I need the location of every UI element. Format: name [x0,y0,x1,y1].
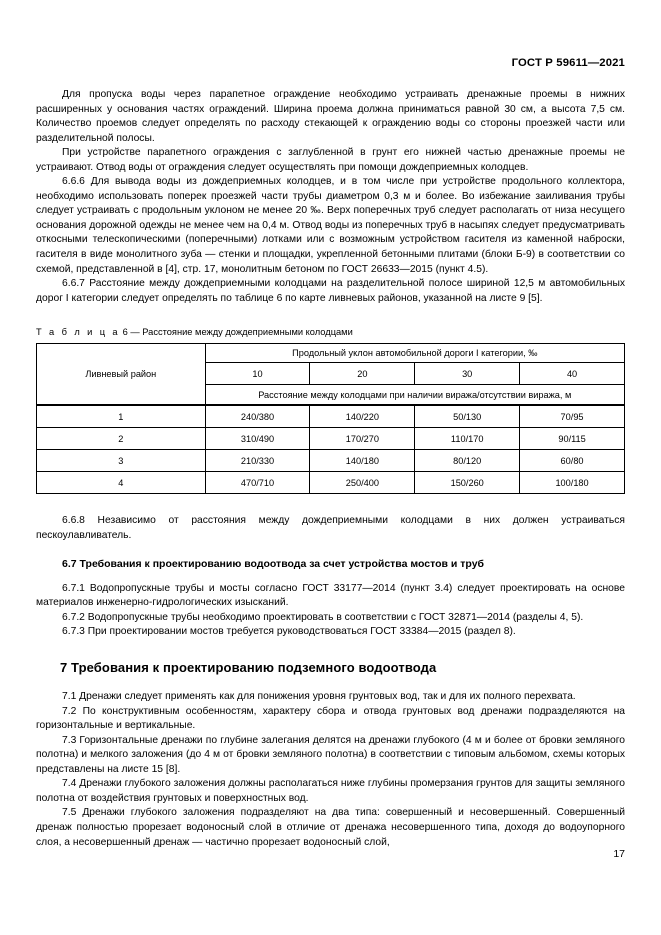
table-header-gradient-20: 20 [310,363,415,385]
table-header-gradient-group: Продольный уклон автомобильной дороги I категории, ‰ [205,344,624,363]
clause-6-7-1: 6.7.1 Водопропускные трубы и мосты согласно ГОСТ 33177—2014 (пункт 3.4) следует проектировать на основе материалов инженерно-гидрологических изысканий. [36,582,625,609]
table-distance-between-inlets [36,343,625,494]
clause-6-7-2: 6.7.2 Водопропускные трубы необходимо проектировать в соответствии с ГОСТ 32871—2014 (разделы 4, 5). [62,611,584,623]
table-row [37,428,625,450]
table-caption-dash: — [130,327,140,338]
document-standard-title: ГОСТ Р 59611—2021 [511,57,625,69]
page-number: 17 [613,848,625,860]
table-caption-text: Расстояние между дождеприемными колодцами [142,327,353,338]
table-header-distance-span: Расстояние между колодцами при наличии виража/отсутствии виража, м [205,385,624,406]
table-header-region: Ливневый район [37,344,206,406]
table-cell-region: 1 [37,405,206,428]
table-cell-value: 140/180 [310,450,415,472]
table-caption-label: Т а б л и ц а [36,327,120,338]
table-cell-value: 60/80 [520,450,625,472]
table-cell-value: 250/400 [310,472,415,494]
table-header-gradient-30: 30 [415,363,520,385]
table-cell-value: 80/120 [415,450,520,472]
clause-7-3: 7.3 Горизонтальные дренажи по глубине залегания делятся на дренажи глубокого (4 м и более от бровки земляного полотна) и мелкого заложения (до 4 м от бровки земляного полотна) в соответствии с типовым альбомом, схемы которых представлены на листе 15 [8]. [36,734,625,775]
table-row [37,405,625,428]
spacer-before-table [36,306,625,326]
table-caption-number: 6 [122,327,128,338]
table-cell-value: 70/95 [520,405,625,428]
table-cell-value: 90/115 [520,428,625,450]
table-cell-value: 50/130 [415,405,520,428]
table-cell-value: 210/330 [205,450,310,472]
clause-6-6-6: 6.6.6 Для вывода воды из дождеприемных колодцев, и в том числе при устройстве продольного коллектора, необходимо использовать поперек проезжей части трубы диаметром 0,3 м и более. Во избежание заиливания трубы следует устраивать с продольным уклоном не менее 20 ‰. Верх поперечных труб следует располагать от низа несущего основания дорожной одежды не менее чем на 0,4 м. Отвод воды из поперечных труб в насыпях следует предусматривать откосными телескопическими (поперечными) лотками или с возможным устройством гасителя из каменной наброски, гасителя в виде монолитного зуба — стенки и площадки, укрепленной бетонными плитами (блоки Б-9) в соответствии со схемой, представленной в [4], стр. 17, монолитным бетоном по ГОСТ 26633—2015 (пункт 4.5). [36,176,625,275]
table-row [37,450,625,472]
table-cell-value: 140/220 [310,405,415,428]
spacer-after-heading-7 [36,676,625,690]
spacer-before-heading-7 [36,640,625,660]
table-cell-value: 470/710 [205,472,310,494]
heading-6-7: 6.7 Требования к проектированию водоотвода за счет устройства мостов и труб [62,558,485,571]
clause-6-7-3: 6.7.3 При проектировании мостов требуется руководствоваться ГОСТ 33384—2015 (раздел 8). [62,626,516,638]
clause-6-6-7: 6.6.7 Расстояние между дождеприемными колодцами на разделительной полосе шириной 12,5 м автомобильных дорог I категории следует определять по таблице 6 по карте ливневых районов, указанной на листе 9 [5]. [36,278,625,304]
spacer-after-table [36,494,625,514]
paragraph-parapet-drain-openings: Для пропуска воды через парапетное ограждение необходимо устраивать дренажные проемы в нижних расширенных у основания частях ограждений. Ширина проема должна приниматься равной 30 см, а высота 7,5 см. Количество проемов следует определять по расходу стекающей к ограждению воды со стороны проезжей части или разделительной полосы. [36,89,625,144]
table-cell-value: 150/260 [415,472,520,494]
table-cell-value: 240/380 [205,405,310,428]
table-cell-value: 170/270 [310,428,415,450]
clause-7-4: 7.4 Дренажи глубокого заложения должны располагаться ниже глубины промерзания грунтов для защиты земляного полотна от воздействия грунтовых и поверхностных вод. [36,778,625,804]
table-row [37,472,625,494]
clause-6-6-8: 6.6.8 Независимо от расстояния между дождеприемными колодцами в них должен устраиваться пескоулавливатель. [36,515,625,541]
table-header-gradient-40: 40 [520,363,625,385]
table-header-row-group [37,344,625,363]
table-cell-value: 310/490 [205,428,310,450]
clause-7-2: 7.2 По конструктивным особенностям, характеру сбора и отвода грунтовых вод дренажи подразделяются на горизонтальные и вертикальные. [36,705,625,732]
spacer-after-heading-6-7 [36,572,625,582]
paragraph-buried-parapet: При устройстве парапетного ограждения с заглубленной в грунт его нижней частью дренажные проемы не устраивают. Отвод воды от ограждения следует осуществлять при помощи дождеприемных колодцев. [36,147,625,173]
table-cell-region: 4 [37,472,206,494]
spacer-before-heading-6-7 [36,543,625,557]
table-header-gradient-10: 10 [205,363,310,385]
heading-7: 7 Требования к проектированию подземного водоотвода [60,660,437,676]
clause-7-5: 7.5 Дренажи глубокого заложения подразделяют на два типа: совершенный и несовершенный. Совершенный дренаж полностью прорезает водоносный слой в отличие от дренажа несовершенного типа, доходя до водоупорного слоя, а несовершенный дренаж — частично прорезает водоносный слой, [36,807,625,848]
table-caption [36,326,625,339]
table-cell-region: 3 [37,450,206,472]
document-body [36,88,625,850]
table-cell-region: 2 [37,428,206,450]
table-cell-value: 110/170 [415,428,520,450]
table-cell-value: 100/180 [520,472,625,494]
clause-7-1: 7.1 Дренажи следует применять как для понижения уровня грунтовых вод, так и для их полного перехвата. [62,691,576,703]
